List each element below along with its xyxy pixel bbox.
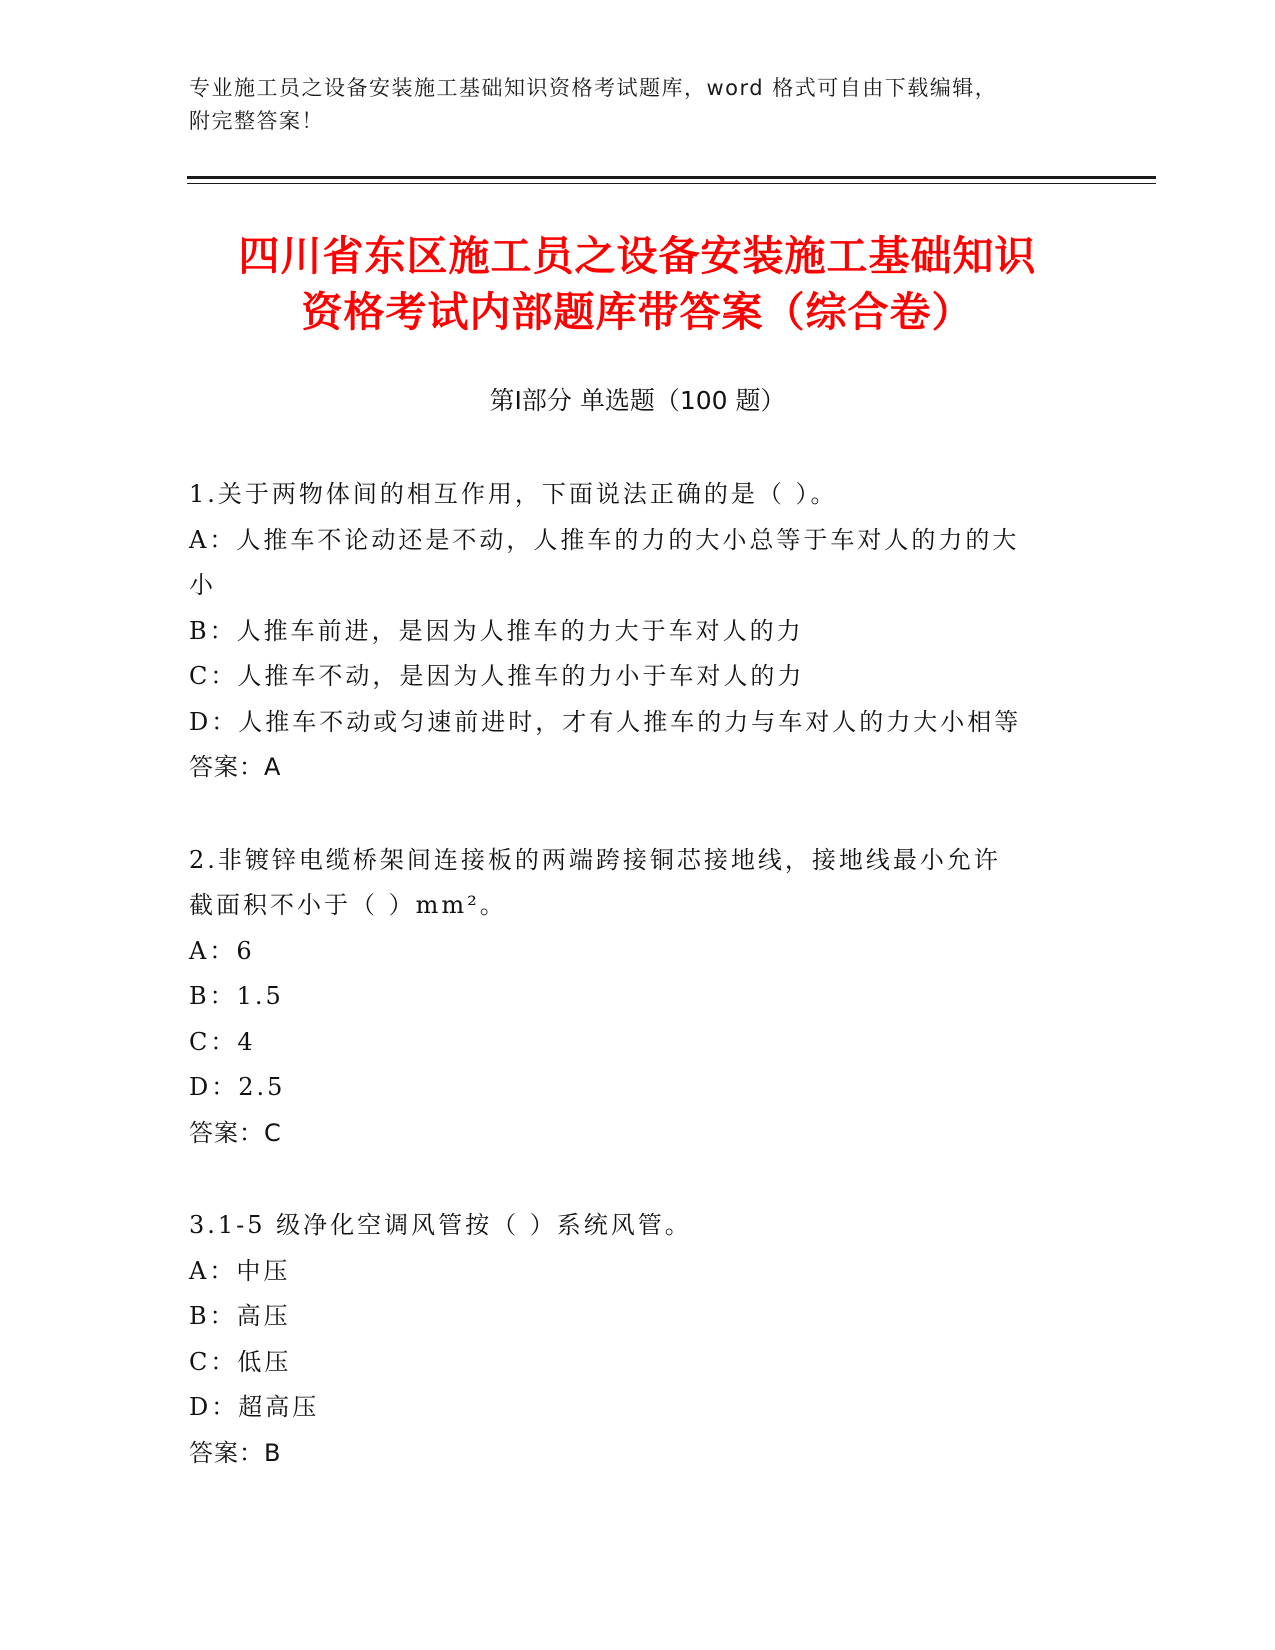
option-c: C：低压 bbox=[189, 1347, 292, 1376]
question-1 bbox=[189, 472, 1089, 791]
option-a: A：人推车不论动还是不动，人推车的力的大小总等于车对人的力的大 bbox=[189, 525, 1020, 554]
option-b: B：高压 bbox=[189, 1302, 291, 1330]
option-c: C：4 bbox=[189, 1027, 256, 1056]
option-a: A：中压 bbox=[189, 1256, 291, 1285]
option-d: D：人推车不动或匀速前进时，才有人推车的力与车对人的力大小相等 bbox=[189, 707, 1022, 736]
question-stem: 3.1-5 级净化空调风管按（ ）系统风管。 bbox=[189, 1211, 692, 1239]
option-d: D：2.5 bbox=[189, 1073, 286, 1101]
header-note bbox=[189, 72, 1069, 138]
option-b: B：1.5 bbox=[189, 982, 284, 1010]
option-d: D：超高压 bbox=[189, 1393, 320, 1421]
header-note-line-2: 附完整答案！ bbox=[189, 109, 324, 133]
header-note-line-1: 专业施工员之设备安装施工基础知识资格考试题库，word 格式可自由下载编辑， bbox=[189, 76, 998, 100]
document-title bbox=[150, 228, 1125, 340]
header-divider-thin bbox=[187, 183, 1156, 184]
question-stem: 1.关于两物体间的相互作用，下面说法正确的是（ ）。 bbox=[189, 480, 838, 508]
document-title-line-2: 资格考试内部题库带答案（综合卷） bbox=[301, 288, 974, 336]
answer-key: 答案：A bbox=[189, 753, 282, 781]
option-a-continuation: 小 bbox=[189, 571, 216, 599]
question-stem-continuation: 截面积不小于（ ）mm²。 bbox=[189, 891, 507, 919]
question-list bbox=[189, 472, 1089, 1523]
option-a: A：6 bbox=[189, 936, 255, 965]
header-divider-thick bbox=[187, 176, 1156, 179]
question-2 bbox=[189, 838, 1089, 1157]
option-c: C：人推车不动，是因为人推车的力小于车对人的力 bbox=[189, 662, 805, 690]
section-heading: 第Ⅰ部分 单选题（100 题） bbox=[489, 386, 786, 415]
question-3 bbox=[189, 1203, 1089, 1476]
question-stem: 2.非镀锌电缆桥架间连接板的两端跨接铜芯接地线，接地线最小允许 bbox=[189, 845, 1001, 874]
document-title-line-1: 四川省东区施工员之设备安装施工基础知识 bbox=[238, 232, 1037, 280]
answer-key: 答案：C bbox=[189, 1118, 282, 1147]
answer-key: 答案：B bbox=[189, 1438, 282, 1467]
option-b: B：人推车前进，是因为人推车的力大于车对人的力 bbox=[189, 616, 804, 645]
